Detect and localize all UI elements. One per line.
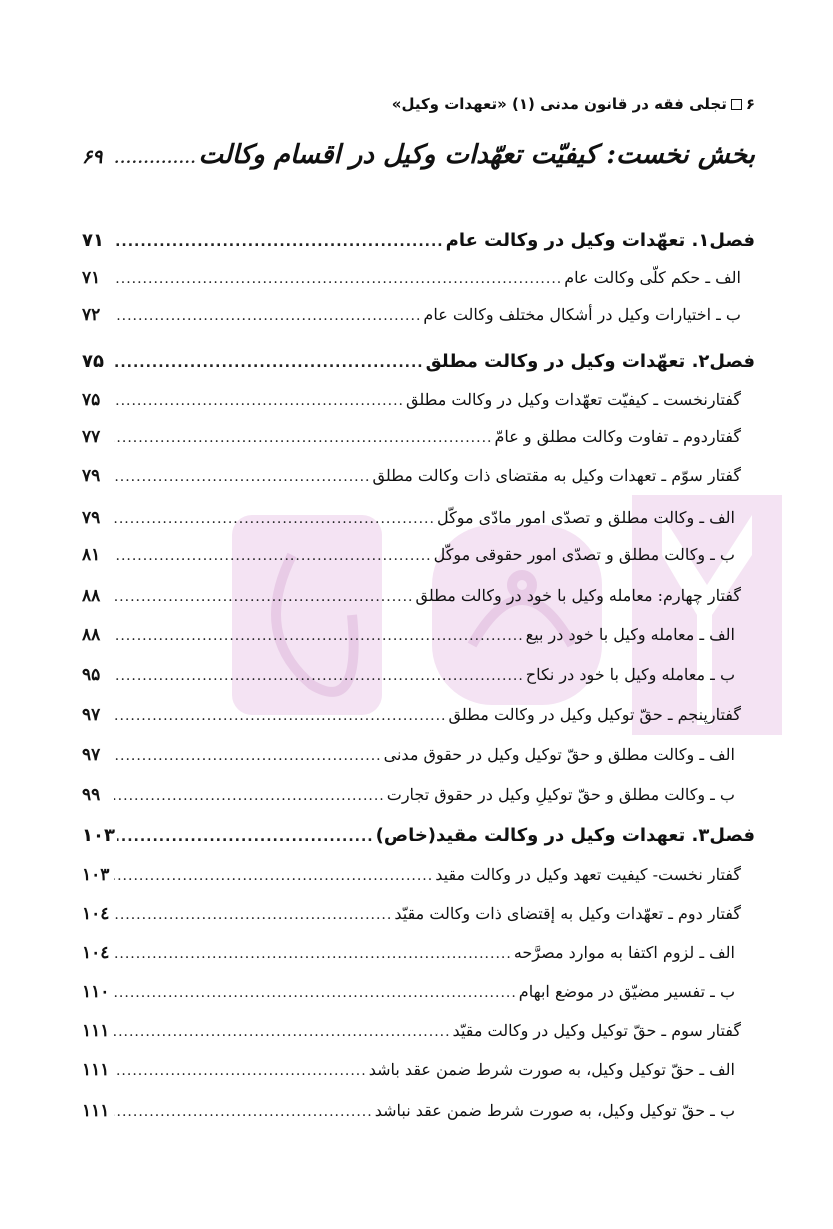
toc-entry-title: ب ـ وکالت مطلق و تصدّی امور حقوقی موکّل [433,545,735,564]
watermark-logo [232,495,792,735]
toc-entry-page: ۷۵ [82,390,101,410]
toc-entry [82,705,741,725]
toc-entry-title: الف ـ وکالت مطلق و تصدّی امور مادّی موکّل [436,508,735,527]
toc-entry-page: ۹۹ [82,785,101,805]
toc-entry-title: گفتارپنجم ـ حقّ توکیل وکیل در وکالت مطلق [448,705,741,724]
toc-entry-title: بخش نخست: کیفیّت تعهّدات وکیل در اقسام وکالت [198,140,755,170]
dot-leader [114,668,524,684]
toc-entry-title: گفتار چهارم: معامله وکیل با خود در وکالت مطلق [415,586,741,605]
running-head [392,95,755,113]
toc-entry-title: الف ـ وکالت مطلق و حقّ توکیل وکیل در حقوق مدنی [383,745,735,764]
toc-entry [82,865,741,885]
dot-leader [114,1104,373,1120]
toc-entry-page: ۹۵ [82,665,101,685]
toc-entry-title: گفتار نخست- کیفیت تعهد وکیل در وکالت مقید [435,865,741,884]
toc-entry-page: ۷۲ [82,305,101,325]
toc-entry-page: ۱۰٤ [82,904,110,924]
toc-entry-title: ب ـ معامله وکیل با خود در نکاح [525,665,735,684]
toc-entry-title: الف ـ معامله وکیل با خود در بیع [525,625,735,644]
toc-entry [82,586,741,606]
toc-entry-title: فصل۱. تعهّدات وکیل در وکالت عام [445,230,755,251]
toc-entry [82,466,741,486]
dot-leader [117,829,374,845]
toc-entry [82,1021,741,1041]
dot-leader [114,1024,451,1040]
dot-leader [114,308,421,324]
dot-leader [114,868,433,884]
toc-entry-page: ۷۹ [82,466,101,486]
toc-entry [82,1060,735,1080]
dot-leader [114,469,371,485]
toc-entry-page: ۱۱۱ [82,1021,110,1041]
toc-entry-page: ۷۱ [82,268,101,288]
toc-entry-page: ۱۱۱ [82,1060,110,1080]
toc-entry [82,785,735,805]
toc-entry [82,351,755,372]
toc-entry-title: گفتارنخست ـ کیفیّت تعهّدات وکیل در وکالت مطلق [405,390,741,409]
toc-entry-page: ۱۰٤ [82,943,110,963]
toc-entry-title: ب ـ تفسیر مضیّق در موضع ابهام [518,982,735,1001]
toc-entry-page: ۷۵ [82,351,104,372]
dot-leader [114,628,524,644]
toc-entry-page: ۷۱ [82,230,104,251]
toc-entry-page: ۸۱ [82,545,101,565]
toc-entry-page: ۱۱۰ [82,982,110,1002]
dot-leader [114,511,435,527]
toc-entry [82,1101,735,1121]
toc-entry-title: ب ـ حقّ توکیل وکیل، به صورت شرط ضمن عقد نباشد [374,1101,735,1120]
dot-leader [114,271,562,287]
dot-leader [114,1063,367,1079]
toc-entry [82,140,755,170]
dot-leader [114,355,424,371]
toc-entry-page: ۱۰۳ [82,825,115,846]
toc-entry-title: الف ـ لزوم اکتفا به موارد مصرَّحه [513,943,735,962]
toc-entry-title: ب ـ اختیارات وکیل در أشکال مختلف وکالت عام [423,305,741,324]
toc-entry-title: فصل۳. تعهدات وکیل در وکالت مقید(خاص) [375,825,755,846]
toc-entry [82,625,735,645]
toc-entry [82,427,741,447]
toc-entry-page: ۱۰۳ [82,865,110,885]
dot-leader [114,430,492,446]
dot-leader [114,907,392,923]
toc-entry-title: ب ـ وکالت مطلق و حقّ توکیلِ وکیل در حقوق تجارت [386,785,735,804]
toc-entry-page: ۷۹ [82,508,101,528]
toc-entry [82,943,735,963]
toc-entry-title: گفتار سوّم ـ تعهدات وکیل به مقتضای ذات وکالت مطلق [372,466,741,485]
toc-entry-title: الف ـ حقّ توکیل وکیل، به صورت شرط ضمن عقد باشد [368,1060,735,1079]
toc-entry-page: ۸۸ [82,625,101,645]
dot-leader [114,234,444,250]
toc-entry-title: فصل۲. تعهّدات وکیل در وکالت مطلق [425,351,755,372]
toc-entry-title: گفتار دوم ـ تعهّدات وکیل به إقتضای ذات وکالت مقیّد [394,904,741,923]
toc-entry [82,508,735,528]
toc-entry-page: ۹۷ [82,705,101,725]
book-title: تجلی فقه در قانون مدنی (۱) «تعهدات وکیل» [391,95,727,113]
dot-leader [114,393,404,409]
toc-entry [82,268,741,288]
toc-entry [82,825,755,846]
dot-leader [114,788,385,804]
dot-leader [114,589,414,605]
dot-leader [114,748,382,764]
page [82,0,755,1229]
page-number: ۶ [745,95,755,113]
square-icon [731,99,742,110]
toc-entry [82,904,741,924]
toc-entry [82,390,741,410]
dot-leader [114,946,512,962]
dot-leader [114,985,517,1001]
toc-entry [82,665,735,685]
toc-entry-page: ۷۷ [82,427,101,447]
toc-entry-page: ۶۹ [82,146,103,168]
toc-entry [82,545,735,565]
toc-entry-page: ۸۸ [82,586,101,606]
toc-entry [82,745,735,765]
toc-entry-page: ۹۷ [82,745,101,765]
toc-entry-page: ۱۱۱ [82,1101,110,1121]
dot-leader [114,151,196,167]
toc-entry-title: گفتار سوم ـ حقّ توکیل وکیل در وکالت مقیّد [452,1021,741,1040]
dot-leader [114,548,432,564]
toc-entry-title: الف ـ حکم کلّی وکالت عام [564,268,741,287]
toc-entry [82,305,741,325]
toc-entry [82,230,755,251]
dot-leader [114,708,447,724]
toc-entry-title: گفتاردوم ـ تفاوت وکالت مطلق و عامّ [494,427,741,446]
toc-entry [82,982,735,1002]
